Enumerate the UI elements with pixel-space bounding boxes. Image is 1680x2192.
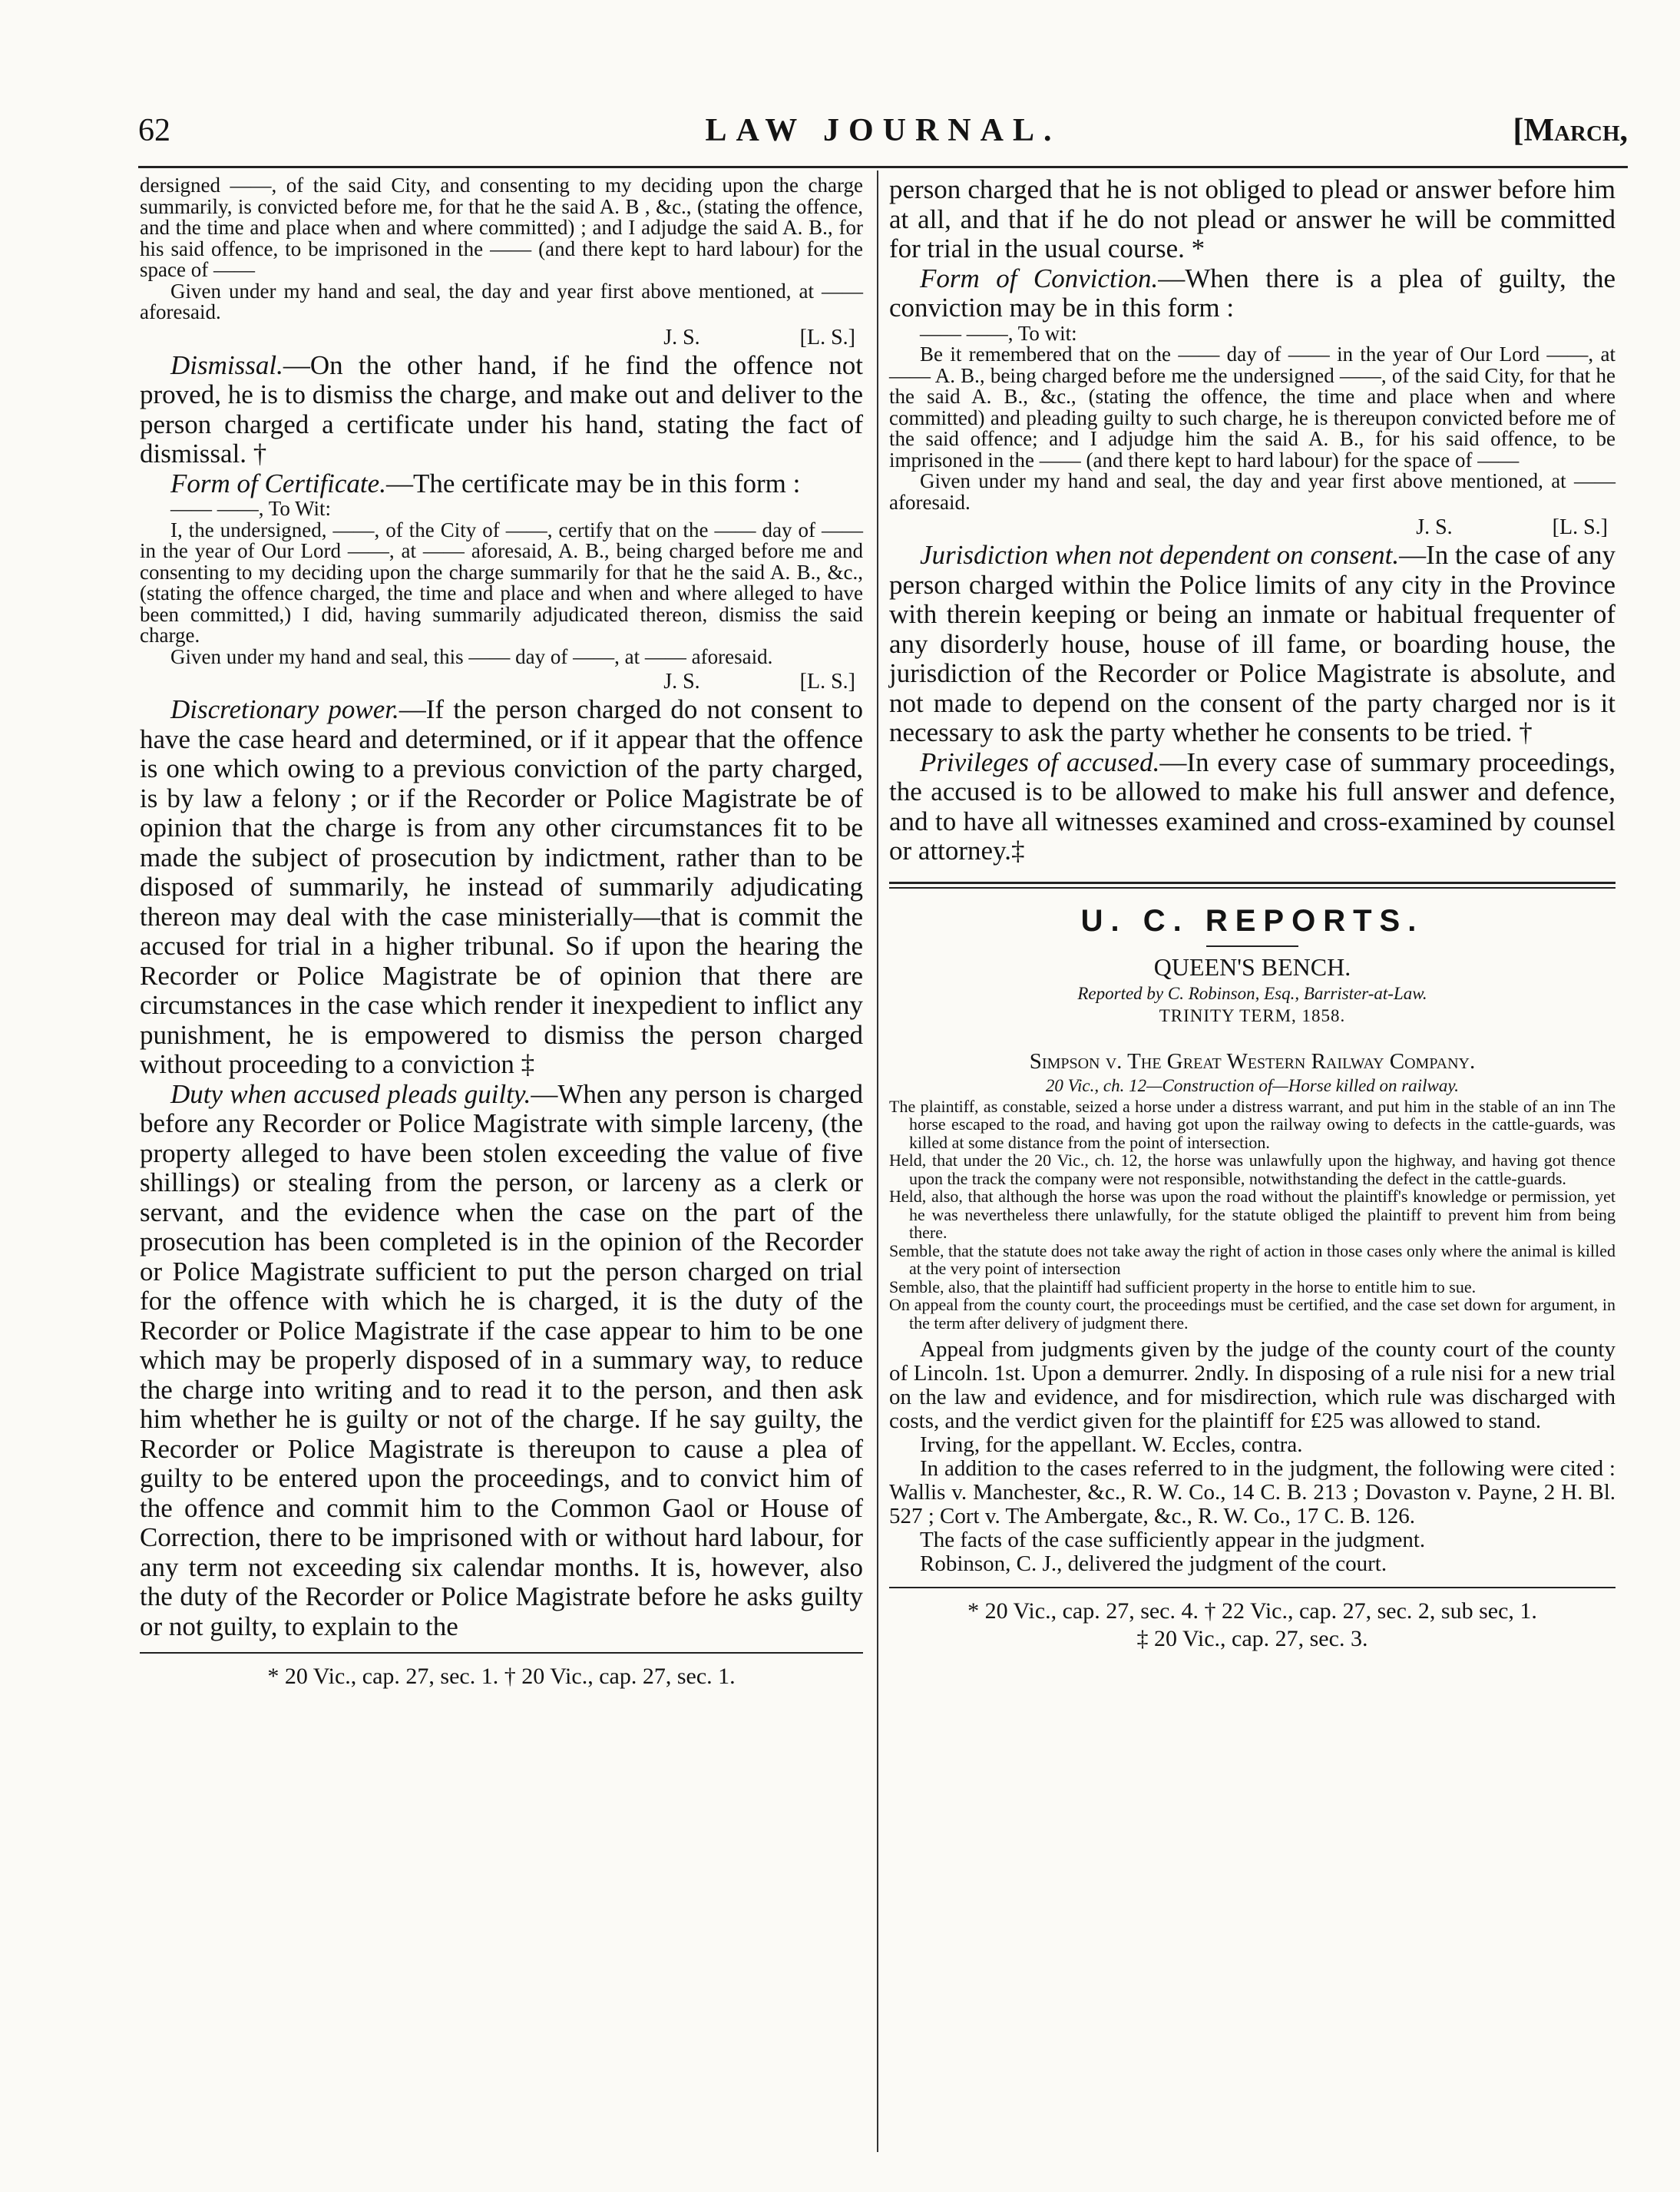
section-double-rule [889,882,1616,889]
duty-body: —When any person is charged before any Recorder or Police Magistrate with simple larceny, (the property alleged to have been stolen exceeding the value of five shillings) or stealing from the person, or larceny as a clerk or servant, and the evidence when the case on the part of the prosecution has been completed is in the opinion of the Recorder or Police Magistrate sufficient to put the person charged on trial for the offence with which he is charged, it is the duty of the Recorder or Police Magistrate if the case appear to him to be one which may be properly disposed of in a summary way, to reduce the charge into writing and to read it to the person, and then ask him whether he is guilty or not of the charge. If he say guilty, the Recorder or Police Magistrate is thereupon to cause a plea of guilty to be entered upon the proceedings, and to convict him of the offence and commit him to the Common Gaol or House of Correction, there to be imprisoned with or without hard labour, for any term not exceeding six calendar months. It is, however, also the duty of the Recorder or Police Magistrate before he asks guilty or not guilty, to explain to the [140,1078,863,1641]
jurisdiction-body: —In the case of any person charged within the Police limits of any city in the Province with therein keeping or being an inmate or habitual frequenter of any disorderly house, house of ill fame, or boarding house, the jurisdiction of the Recorder or Police Magistrate is absolute, and not made to depend on the consent of the party charged nor is it necessary to ask the party whether he consents to be tried. † [889,540,1616,747]
footnote-rule [889,1587,1616,1588]
running-header [138,108,1628,154]
headnote: On appeal from the county court, the proceedings must be certified, and the case set down for argument, in the term after delivery of judgment there. [889,1295,1616,1333]
dismissal-heading: Dismissal. [170,349,283,380]
seal-mark: [L. S.] [799,325,855,349]
footnote: * 20 Vic., cap. 27, sec. 4. † 22 Vic., cap. 27, sec. 2, sub sec, 1. [967,1598,1537,1624]
dismissal-body: —On the other hand, if he find the offence not proved, he is to dismiss the charge, and make out and deliver to the person charged a certificate under his hand, stating the fact of dismissal. † [140,349,863,469]
signature-block [140,325,863,351]
privileges-body: —In every case of summary proceedings, the accused is to be allowed to make his full answer and defence, and to have all witnesses examined and cross-examined by counsel or attorney.‡ [889,747,1616,866]
certificate-given-line: Given under my hand and seal, this —— day of ——, at —— aforesaid. [170,644,773,668]
journal-title: LAW JOURNAL. [705,113,1061,148]
signature-initials: J. S. [663,325,700,349]
privileges-paragraph [889,748,1616,866]
conviction-heading: Form of Conviction. [920,263,1159,293]
left-column [140,175,863,1690]
conviction-paragraph [889,264,1616,323]
header-month: [March, [1513,113,1628,148]
signature-block [889,515,1616,541]
signature-block [140,669,863,695]
facts-line: The facts of the case sufficiently appear in the judgment. [920,1528,1426,1552]
statute-line: 20 Vic., ch. 12—Construction of—Horse killed on railway. [1045,1075,1460,1095]
conviction-given-line: Given under my hand and seal, the day and year first above mentioned, at —— aforesaid. [889,469,1616,514]
discretionary-paragraph [140,695,863,1080]
headnote: Held, also, that although the horse was upon the road without the plaintiff's knowledge or permission, yet he was nevertheless there unlawfully, for the statute obliged the plaintiff to prevent him from being there. [889,1187,1616,1242]
conviction-body: —When there is a plea of guilty, the conviction may be in this form : [889,263,1616,323]
reporter-line: Reported by C. Robinson, Esq., Barrister-at-Law. [1077,983,1427,1003]
headnote: Held, that under the 20 Vic., ch. 12, the horse was unlawfully upon the highway, and having got thence upon the track the company were not responsible, notwithstanding the defect in the cattle-guards. [889,1151,1616,1188]
footnote-rule [140,1652,863,1654]
signature-initials: J. S. [1416,515,1453,539]
dismissal-paragraph [140,351,863,469]
duty-paragraph [140,1080,863,1642]
form-tail-text: dersigned ——, of the said City, and consenting to my deciding upon the charge summarily, is convicted before me, for that he the said A. B , &c., (stating the offence, and the time and place when and where committed) ; and I adjudge the said A. B., for his said offence, to be imprisoned in the —— (and there kept to hard labour) for the space of —— [140,174,863,281]
header-rule [138,166,1628,168]
page-number: 62 [138,113,170,148]
seal-mark: [L. S.] [1552,515,1608,539]
to-wit-line: —— ——, To Wit: [170,497,332,520]
case-name: Simpson v. The Great Western Railway Company. [1029,1048,1476,1074]
footnote: ‡ 20 Vic., cap. 27, sec. 3. [1136,1626,1368,1651]
jurisdiction-heading: Jurisdiction when not dependent on consent. [920,540,1400,570]
discretionary-heading: Discretionary power. [170,694,399,724]
headnote: Semble, also, that the plaintiff had sufficient property in the horse to entitle him to sue. [889,1276,1477,1296]
discretionary-body: —If the person charged do not consent to have the case heard and determined, or if it appear that the offence is one which owing to a previous conviction of the party charged, is by law a felony ; or if the Recorder or Police Magistrate be of opinion that the charge is from any other circumstances fit to be made the subject of prosecution by indictment, rather than to be disposed of summarily, he instead of summarily adjudicating thereon may deal with the case ministerially—that is commit the accused for trial in a higher tribunal. So if upon the hearing the Recorder or Police Magistrate be of opinion that there are circumstances in the case which render it inexpedient to inflict any punishment, he is empowered to dismiss the person charged without proceeding to a conviction ‡ [140,694,863,1079]
privileges-heading: Privileges of accused. [920,747,1160,777]
certificate-heading: Form of Certificate. [170,468,386,498]
counsel-line: Irving, for the appellant. W. Eccles, contra. [920,1432,1303,1457]
conviction-form-text: Be it remembered that on the —— day of —— in the year of Our Lord ——, at —— A. B., being charged before me the undersigned ——, of the said City, for that he the said A. B., &c., (stating the offence, the time and place when and where committed) and pleading guilty to such charge, he is thereupon convicted before me of the said offence; and I adjudge him the said A. B., for his said offence, to be imprisoned in the —— (and there kept to hard labour) for the space of —— [889,343,1616,472]
column-divider [877,171,878,2152]
seal-mark: [L. S.] [799,670,855,694]
headnote: The plaintiff, as constable, seized a horse under a distress warrant, and put him in the stable of an inn The horse escaped to the road, and having got upon the railway owing to defects in the cattle-guards, was killed at some distance from the point of intersection. [889,1096,1616,1152]
continuation-paragraph: person charged that he is not obliged to plead or answer before him at all, and that if he do not plead or answer he will be committed for trial in the usual course. * [889,174,1616,263]
footnote: * 20 Vic., cap. 27, sec. 1. † 20 Vic., cap. 27, sec. 1. [267,1664,736,1689]
headnotes [889,1098,1616,1333]
certificate-body: —The certificate may be in this form : [385,468,801,498]
section-title: U. C. REPORTS. [1080,903,1424,938]
headnote: Semble, that the statute does not take away the right of action in those cases only where the animal is killed at the very point of intersection [889,1240,1616,1278]
cases-cited-paragraph: In addition to the cases referred to in the judgment, the following were cited : Wallis v. Manchester, &c., R. W. Co., 14 C. B. 213 ; Dovaston v. Payne, 2 H. Bl. 527 ; Cort v. The Ambergate, &c., R. W. Co., 17 C. B. 126. [889,1456,1616,1528]
jurisdiction-paragraph [889,541,1616,748]
form-given-line: Given under my hand and seal, the day and year first above mentioned, at —— aforesaid. [140,279,863,323]
judgment-delivered-line: Robinson, C. J., delivered the judgment of the court. [920,1551,1387,1576]
title-rule [1206,945,1298,947]
signature-initials: J. S. [663,670,700,694]
certificate-paragraph [140,469,863,499]
duty-heading: Duty when accused pleads guilty. [170,1078,531,1109]
to-wit-line: —— ——, To wit: [920,321,1077,345]
term-line: TRINITY TERM, 1858. [1159,1005,1346,1025]
court-name: QUEEN'S BENCH. [1153,952,1351,981]
right-column [889,175,1616,1653]
appeal-paragraph: Appeal from judgments given by the judge of the county court of the county of Lincoln. 1st. Upon a demurrer. 2ndly. In disposing of a rule nisi for a new trial on the law and evidence, and for misdirection, which rule was discharged with costs, and the verdict given for the plaintiff for £25 was allowed to stand. [889,1337,1616,1433]
certificate-form-text: I, the undersigned, ——, of the City of ——, certify that on the —— day of —— in the year of Our Lord ——, at —— aforesaid, A. B., being charged before me and consenting to my deciding upon the charge summarily for that he the said A. B., &c., (stating the offence charged, the time and place and when and where alleged to have been committed,) I did, having summarily adjudicated thereon, dismiss the said charge. [140,518,863,647]
